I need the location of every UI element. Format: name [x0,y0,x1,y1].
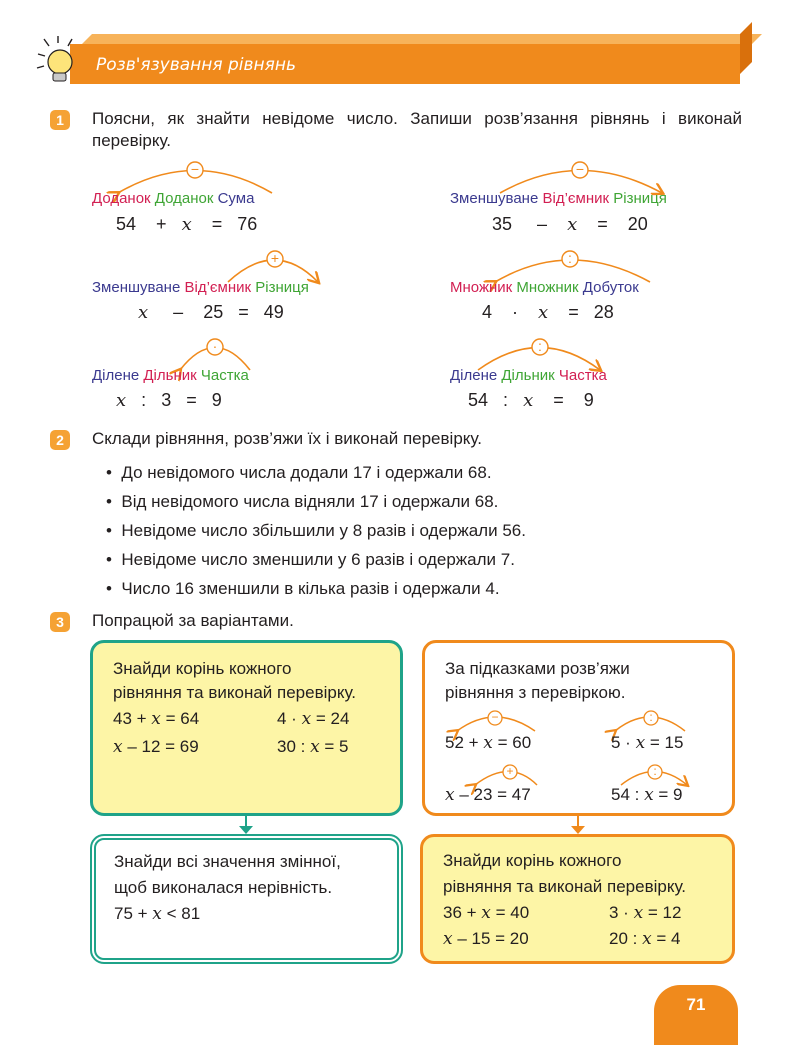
equation: x – 25 = 49 [138,302,284,323]
operation-sign: · [212,338,218,354]
component-labels: Зменшуване Від’ємник Різниця [92,279,309,296]
equation: 35 – x = 20 [492,214,648,235]
box-text: рівняння та виконай перевірку. [113,683,356,702]
inequality: 75 + x < 81 [114,904,201,924]
box-text: рівняння з перевіркою. [445,683,626,702]
list-item: • Невідоме число збільшили у 8 разів і одержали 56. [106,521,526,540]
variant-box-2 [422,640,735,816]
operation-sign: + [506,764,514,778]
task-list [106,458,526,603]
task-number: 2 [50,430,70,450]
operation-sign: + [270,250,280,266]
equation: x : 3 = 9 [116,390,222,411]
equation: 36 + x = 40 [443,903,530,923]
operation-sign: : [568,250,572,266]
down-arrows [0,814,800,836]
variant-box-4 [420,834,735,964]
page-number: 71 [654,985,738,1045]
list-item: • Число 16 зменшили в кілька разів і одержали 4. [106,579,500,598]
equation: 54 : x = 9 [468,390,594,411]
equation: 20 : x = 4 [609,929,681,949]
box-text: Знайди корінь кожного [443,851,622,870]
variant-box-3 [90,834,403,964]
equation: 30 : x = 5 [277,737,349,757]
equation: x – 15 = 20 [443,929,529,949]
equation: 5 · x = 15 [611,733,684,753]
task-number: 3 [50,612,70,632]
component-labels: Зменшуване Від’ємник Різниця [450,190,667,207]
section-title: Розв'язування рівнянь [96,55,297,75]
variant-box-1 [90,640,403,816]
equation: 52 + x = 60 [445,733,532,753]
task-text: Склади рівняння, розв’яжи їх і виконай перевірку. [92,429,482,448]
component-labels: Множник Множник Добуток [450,279,639,296]
equation: x – 12 = 69 [113,737,199,757]
component-labels: Ділене Дільник Частка [92,367,249,384]
operation-sign: − [575,161,585,177]
equation: 54 : x = 9 [611,785,683,805]
list-item: • Невідоме число зменшили у 6 разів і одержали 7. [106,550,515,569]
equation: 3 · x = 12 [609,903,682,923]
operation-sign: : [649,710,653,724]
list-item: • До невідомого числа додали 17 і одержали 68. [106,463,492,482]
box-text: Знайди всі значення змінної, [114,852,341,871]
equation: 43 + x = 64 [113,709,200,729]
component-labels: Доданок Доданок Сума [92,190,255,207]
box-text: рівняння та виконай перевірку. [443,877,686,896]
component-labels: Ділене Дільник Частка [450,367,607,384]
operation-sign: − [190,161,200,177]
list-item: • Від невідомого числа відняли 17 і одержали 68. [106,492,499,511]
arc-diagrams [0,0,800,420]
operation-sign: : [538,338,542,354]
operation-sign: − [491,710,499,724]
operation-sign: : [653,764,657,778]
equation: x – 23 = 47 [445,785,531,805]
task-number: 1 [50,110,70,130]
box-text: щоб виконалася нерівність. [114,878,333,897]
equation: 4 · x = 24 [277,709,350,729]
box-text: За підказками розв’яжи [445,659,630,678]
task-text: Попрацюй за варіантами. [92,611,294,630]
box-text: Знайди корінь кожного [113,659,292,678]
task-text: Поясни, як знайти невідоме число. Запиши розв’язання рівнянь і виконай перевірку. [92,109,742,150]
equation: 4 · x = 28 [482,302,614,323]
equation: 54 + x = 76 [116,214,258,235]
